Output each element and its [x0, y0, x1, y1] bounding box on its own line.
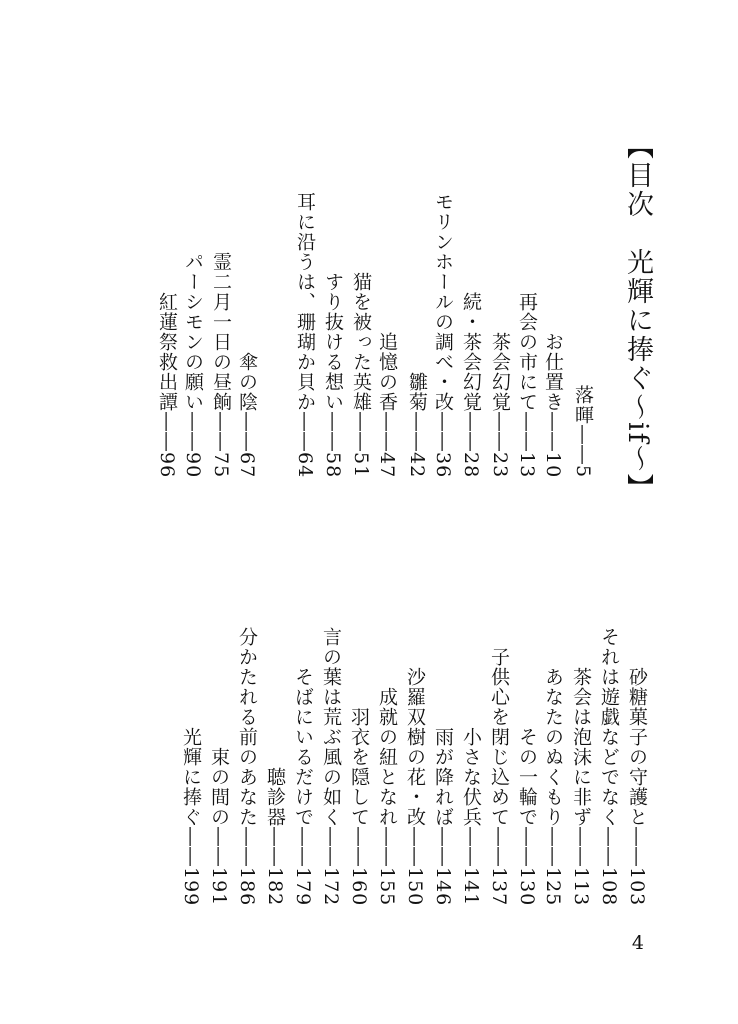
toc-entry: 子供心を閉じ込めて――137	[488, 646, 510, 906]
toc-entry: 追憶の香――47	[376, 331, 398, 478]
toc-entry: 再会の市にて――13	[516, 291, 538, 478]
toc-entry: 霊二月一日の昼餉――75	[210, 251, 232, 478]
toc-entry: モリンホールの調べ・改――36	[432, 191, 454, 478]
toc-entry: 成就の紐となれ――155	[376, 686, 398, 906]
toc-entry: 続・茶会幻覚――28	[460, 291, 482, 478]
toc-entry: 雨が降れば――146	[432, 726, 454, 906]
toc-entry: あなたのぬくもり――125	[542, 666, 564, 906]
toc-entry: 砂糖菓子の守護と――103	[626, 666, 648, 906]
toc-entry: 猫を被った英雄――51	[350, 271, 372, 478]
toc-entry: 小さな伏兵――141	[460, 726, 482, 906]
toc-entry: 紅蓮祭救出譚――96	[156, 291, 178, 478]
toc-entry: 茶会幻覚――23	[489, 331, 511, 478]
toc-entry: すり抜ける想い――58	[322, 271, 344, 478]
page-title: 【目次 光輝に捧ぐ〜if〜】	[622, 132, 653, 503]
toc-entry: 光輝に捧ぐ――199	[180, 726, 202, 906]
toc-entry: 束の間の――191	[208, 746, 230, 906]
toc-entry: 茶会は泡沫に非ず――113	[570, 666, 592, 906]
toc-entry: 言の葉は荒ぶ風の如く――172	[320, 626, 342, 906]
toc-entry: お仕置き――10	[542, 331, 564, 478]
toc-entry: 分かたれる前のあなた――186	[236, 626, 258, 906]
toc-entry: 耳に沿うは、珊瑚か貝か――64	[294, 191, 316, 478]
toc-entry: パーシモンの願い――90	[182, 251, 204, 478]
toc-entry: そばにいるだけで――179	[292, 666, 314, 906]
toc-entry: それは遊戯などでなく――108	[598, 626, 620, 906]
toc-entry: 沙羅双樹の花・改――150	[404, 666, 426, 906]
page-number: 4	[631, 932, 644, 954]
toc-entry: その一輪で――130	[516, 726, 538, 906]
toc-entry: 聴診器――182	[264, 766, 286, 906]
toc-entry: 雛菊――42	[406, 371, 428, 478]
toc-entry: 傘の陰――67	[236, 351, 258, 478]
toc-entry: 羽衣を隠して――160	[348, 706, 370, 906]
toc-entry: 落暉――5	[572, 384, 594, 478]
